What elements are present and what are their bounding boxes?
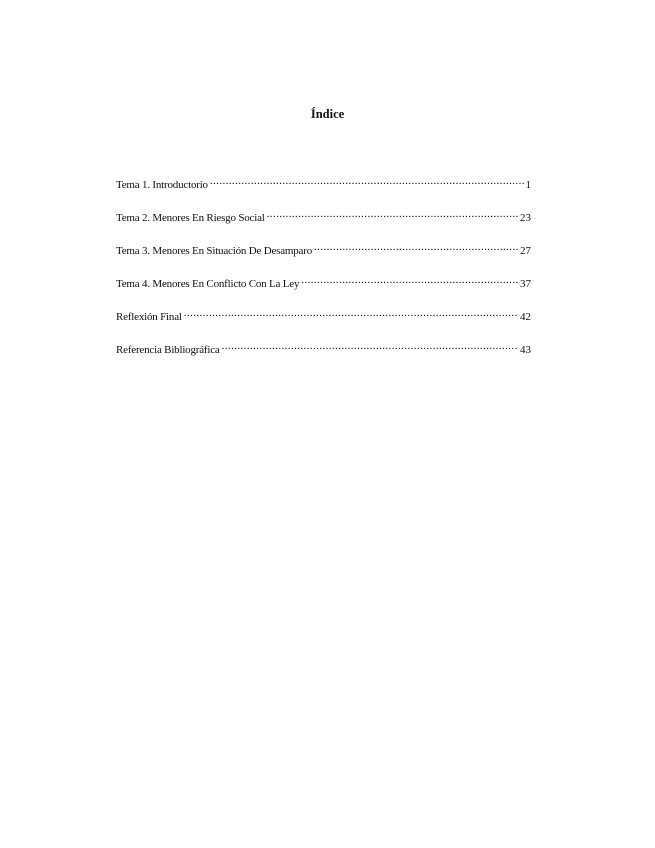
toc-entry-tema-3[interactable] (116, 240, 531, 273)
toc-dot-leader (210, 174, 524, 188)
toc-page-number: 43 (520, 344, 531, 356)
toc-entry-label: Tema 1. Introductorio (116, 179, 208, 191)
toc-dot-leader (301, 273, 518, 287)
toc-dot-leader (222, 339, 518, 353)
toc-page-number: 27 (520, 245, 531, 257)
toc-entry-tema-2[interactable] (116, 207, 531, 240)
table-of-contents (116, 174, 531, 372)
toc-page-number: 23 (520, 212, 531, 224)
toc-entry-reflexion-final[interactable] (116, 306, 531, 339)
toc-entry-label: Referencia Bibliográfica (116, 344, 220, 356)
toc-entry-label: Tema 3. Menores En Situación De Desamparo (116, 245, 312, 257)
toc-entry-referencia-bibliografica[interactable] (116, 339, 531, 372)
toc-entry-label: Tema 2. Menores En Riesgo Social (116, 212, 265, 224)
toc-entry-tema-4[interactable] (116, 273, 531, 306)
toc-entry-tema-1[interactable] (116, 174, 531, 207)
toc-page-number: 1 (525, 179, 531, 191)
toc-page-number: 37 (520, 278, 531, 290)
toc-entry-label: Reflexión Final (116, 311, 182, 323)
toc-page-number: 42 (520, 311, 531, 323)
toc-dot-leader (184, 306, 518, 320)
toc-entry-label: Tema 4. Menores En Conflicto Con La Ley (116, 278, 300, 290)
toc-dot-leader (267, 207, 518, 221)
page-title: Índice (310, 107, 345, 121)
toc-dot-leader (314, 240, 518, 254)
